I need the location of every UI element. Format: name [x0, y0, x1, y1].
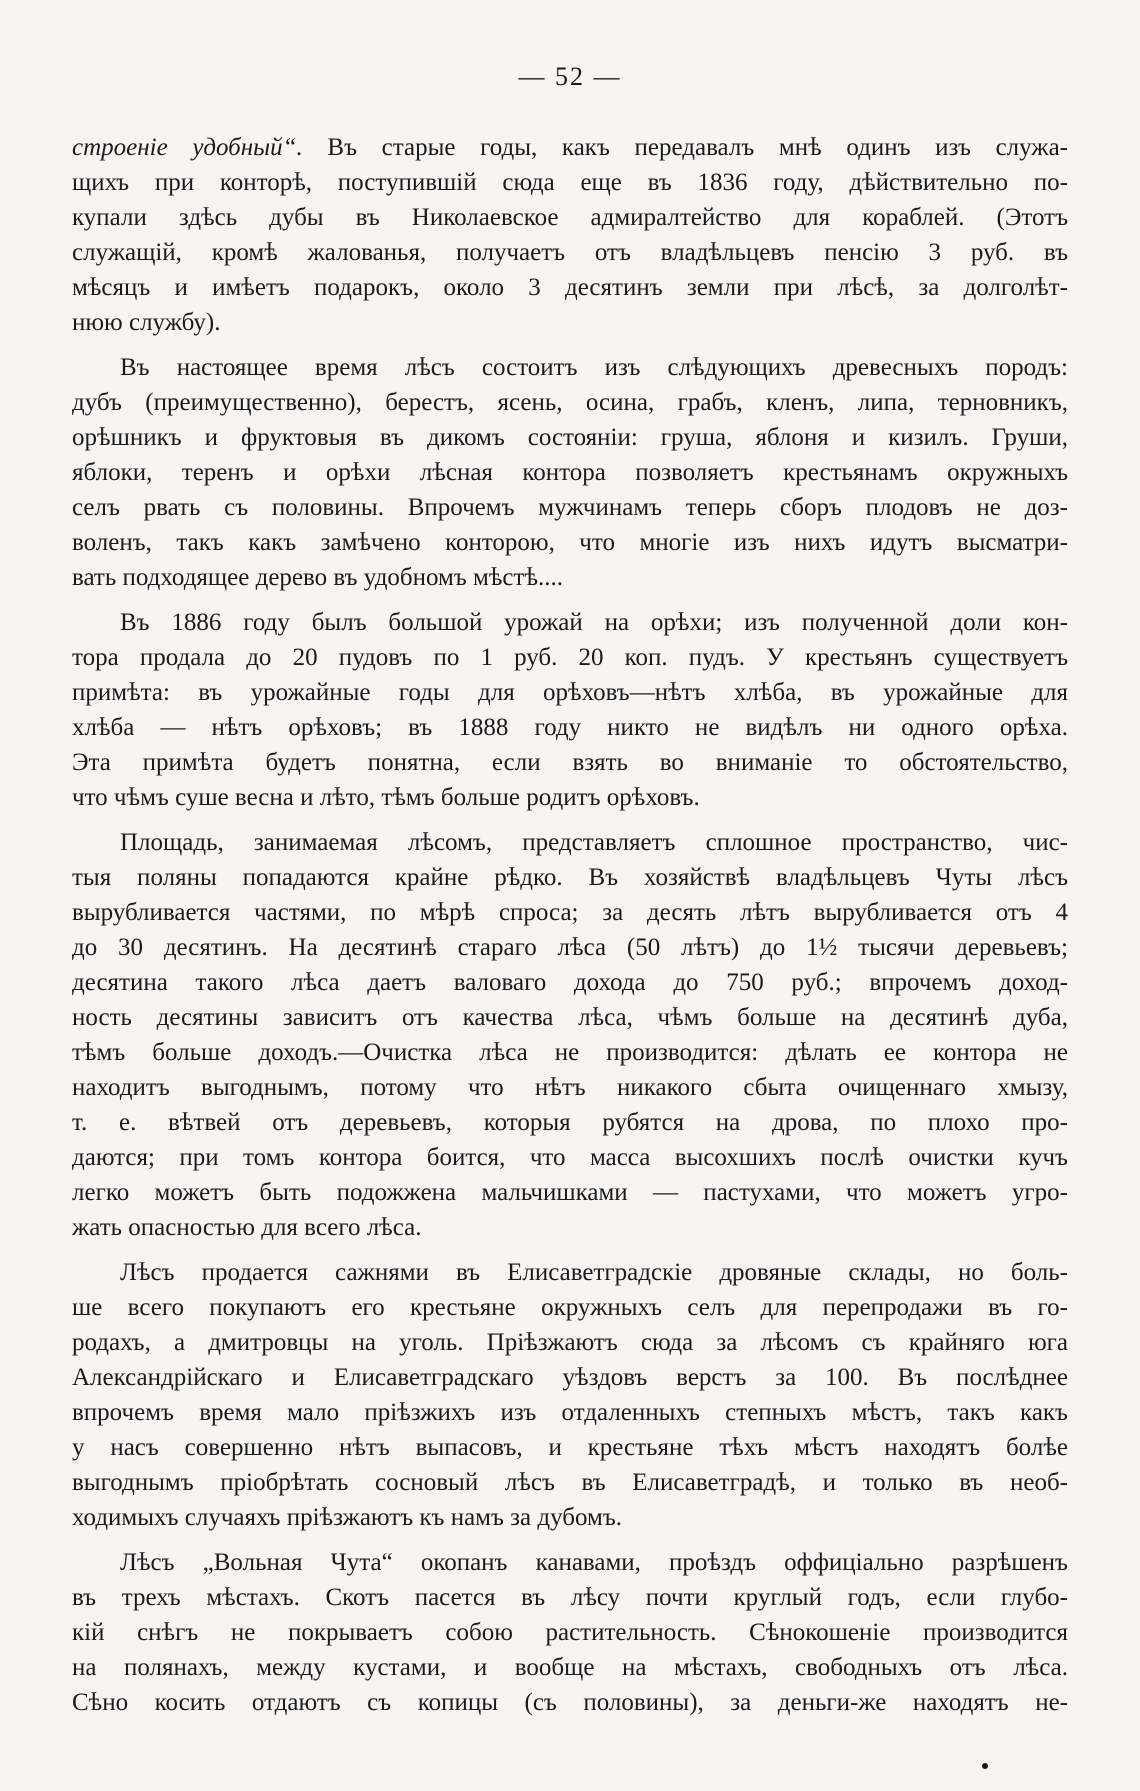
line-text: Лѣсъ продается сажнями въ Елисаветградскіе дровяные склады, но боль- [120, 1259, 1068, 1286]
italic-lead: строеніе удобный“. [72, 134, 303, 161]
line-text: до 30 десятинъ. На десятинѣ стараго лѣса (50 лѣтъ) до 1½ тысячи деревьевъ; [72, 934, 1068, 961]
text-line [72, 1500, 1068, 1535]
paragraph [72, 130, 1068, 340]
line-text: дубъ (преимущественно), берестъ, ясень, осина, грабъ, кленъ, липа, терновникъ, [72, 389, 1068, 416]
text-line [72, 1035, 1068, 1070]
line-text: десятина такого лѣса даетъ валоваго дохода до 750 руб.; впрочемъ доход- [72, 969, 1068, 996]
paragraph [72, 1255, 1068, 1535]
line-text: тора продала до 20 пудовъ по 1 руб. 20 коп. пудъ. У крестьянъ существуетъ [72, 644, 1068, 671]
text-line [72, 1325, 1068, 1360]
line-text: примѣта: въ урожайные годы для орѣховъ—нѣтъ хлѣба, въ урожайные для [72, 679, 1068, 706]
text-line [72, 385, 1068, 420]
text-line [72, 1465, 1068, 1500]
line-text: находитъ выгоднымъ, потому что нѣтъ никакого сбыта очищеннаго хмызу, [72, 1074, 1068, 1101]
line-text: Площадь, занимаемая лѣсомъ, представляетъ сплошное пространство, чис- [120, 829, 1068, 856]
text-line [72, 605, 1068, 640]
text-line [72, 1140, 1068, 1175]
text-line [72, 1395, 1068, 1430]
page-number: — 52 — [518, 62, 622, 91]
text-line [72, 350, 1068, 385]
line-text: Александрійскаго и Елисаветградскаго уѣздовъ верстъ за 100. Въ послѣднее [72, 1364, 1068, 1391]
paragraph [72, 825, 1068, 1245]
line-text: у насъ совершенно нѣтъ выпасовъ, и крестьяне тѣхъ мѣстъ находятъ болѣе [72, 1434, 1068, 1461]
paragraph [72, 1545, 1068, 1720]
line-text: Въ настоящее время лѣсъ состоитъ изъ слѣдующихъ древесныхъ породъ: [120, 354, 1068, 381]
line-text: воленъ, такъ какъ замѣчено конторою, что многіе изъ нихъ идутъ высматри- [72, 529, 1068, 556]
line-text: кій снѣгъ не покрываетъ собою растительность. Сѣнокошеніе производится [72, 1619, 1068, 1646]
text-line [72, 235, 1068, 270]
text-line [72, 525, 1068, 560]
text-line [72, 270, 1068, 305]
line-text: нюю службу). [72, 309, 221, 336]
line-text: выгоднымъ пріобрѣтать сосновый лѣсъ въ Елисаветградѣ, и только въ необ- [72, 1469, 1068, 1496]
ink-dot-mark [982, 1763, 988, 1769]
text-line [72, 745, 1068, 780]
text-line [72, 560, 1068, 595]
text-line [72, 1105, 1068, 1140]
text-line [72, 640, 1068, 675]
line-text: тыя поляны попадаются крайне рѣдко. Въ хозяйствѣ владѣльцевъ Чуты лѣсъ [72, 864, 1068, 891]
text-line [72, 1000, 1068, 1035]
line-text: купали здѣсь дубы въ Николаевское адмиралтейство для кораблей. (Этотъ [72, 204, 1068, 231]
line-text: легко можетъ быть подожжена мальчишками — пастухами, что можетъ угро- [72, 1179, 1068, 1206]
line-text: вырубливается частями, по мѣрѣ спроса; за десять лѣтъ вырубливается отъ 4 [72, 899, 1068, 926]
text-line [72, 1255, 1068, 1290]
text-line [72, 1210, 1068, 1245]
text-line [72, 780, 1068, 815]
line-text: родахъ, а дмитровцы на уголь. Пріѣзжаютъ сюда за лѣсомъ съ крайняго юга [72, 1329, 1068, 1356]
line-text: селъ рвать съ половины. Впрочемъ мужчинамъ теперь сборъ плодовъ не доз- [72, 494, 1068, 521]
line-text: Лѣсъ „Вольная Чута“ окопанъ канавами, проѣздъ оффиціально разрѣшенъ [120, 1549, 1068, 1576]
text-line [72, 305, 1068, 340]
line-text: ходимыхъ случаяхъ пріѣзжаютъ къ намъ за дубомъ. [72, 1504, 623, 1531]
text-line [72, 490, 1068, 525]
line-text: ность десятины зависитъ отъ качества лѣса, чѣмъ больше на десятинѣ дуба, [72, 1004, 1068, 1031]
text-line [72, 420, 1068, 455]
line-text: Сѣно косить отдаютъ съ копицы (съ половины), за деньги-же находятъ не- [72, 1689, 1068, 1716]
text-line [72, 930, 1068, 965]
line-text: на полянахъ, между кустами, и вообще на мѣстахъ, свободныхъ отъ лѣса. [72, 1654, 1068, 1681]
text-line [72, 825, 1068, 860]
line-text: Въ 1886 году былъ большой урожай на орѣхи; изъ полученной доли кон- [120, 609, 1068, 636]
line-text: мѣсяцъ и имѣетъ подарокъ, около 3 десятинъ земли при лѣсѣ, за долголѣт- [72, 274, 1068, 301]
text-line [72, 675, 1068, 710]
line-text: вать подходящее дерево въ удобномъ мѣстѣ.... [72, 564, 564, 591]
text-line [72, 895, 1068, 930]
line-text: что чѣмъ суше весна и лѣто, тѣмъ больше родитъ орѣховъ. [72, 784, 700, 811]
line-text: впрочемъ время мало пріѣзжихъ изъ отдаленныхъ степныхъ мѣстъ, такъ какъ [72, 1399, 1068, 1426]
line-text: служащій, кромѣ жалованья, получаетъ отъ владѣльцевъ пенсію 3 руб. въ [72, 239, 1068, 266]
line-text: Эта примѣта будетъ понятна, если взять во вниманіе то обстоятельство, [72, 749, 1068, 776]
line-text: въ трехъ мѣстахъ. Скотъ пасется въ лѣсу почти круглый годъ, если глубо- [72, 1584, 1068, 1611]
text-line [72, 710, 1068, 745]
paragraph [72, 350, 1068, 595]
body-text [72, 130, 1068, 1730]
text-line [72, 1430, 1068, 1465]
text-line [72, 965, 1068, 1000]
line-text: орѣшникъ и фруктовыя въ дикомъ состояніи: груша, яблоня и кизилъ. Груши, [72, 424, 1068, 451]
text-line [72, 200, 1068, 235]
text-line [72, 1580, 1068, 1615]
text-line [72, 1290, 1068, 1325]
text-line [72, 1545, 1068, 1580]
line-text: щихъ при конторѣ, поступившій сюда еще въ 1836 году, дѣйствительно по- [72, 169, 1068, 196]
line-text: жать опасностью для всего лѣса. [72, 1214, 422, 1241]
line-text: хлѣба — нѣтъ орѣховъ; въ 1888 году никто не видѣлъ ни одного орѣха. [72, 714, 1068, 741]
line-text: тѣмъ больше доходъ.—Очистка лѣса не производится: дѣлать ее контора не [72, 1039, 1068, 1066]
text-line [72, 1070, 1068, 1105]
text-line [72, 1615, 1068, 1650]
text-line [72, 1685, 1068, 1720]
text-line [72, 130, 1068, 165]
line-text: т. е. вѣтвей отъ деревьевъ, которыя рубятся на дрова, по плохо про- [72, 1109, 1068, 1136]
text-line [72, 1650, 1068, 1685]
line-text: яблоки, теренъ и орѣхи лѣсная контора позволяетъ крестьянамъ окружныхъ [72, 459, 1068, 486]
text-line [72, 1360, 1068, 1395]
line-text: Въ старые годы, какъ передавалъ мнѣ одинъ изъ служа- [302, 134, 1068, 161]
line-text: даются; при томъ контора боится, что масса высохшихъ послѣ очистки кучъ [72, 1144, 1068, 1171]
text-line [72, 860, 1068, 895]
text-line [72, 165, 1068, 200]
text-line [72, 1175, 1068, 1210]
text-line [72, 455, 1068, 490]
paragraph [72, 605, 1068, 815]
line-text: ше всего покупаютъ его крестьяне окружныхъ селъ для перепродажи въ го- [72, 1294, 1068, 1321]
